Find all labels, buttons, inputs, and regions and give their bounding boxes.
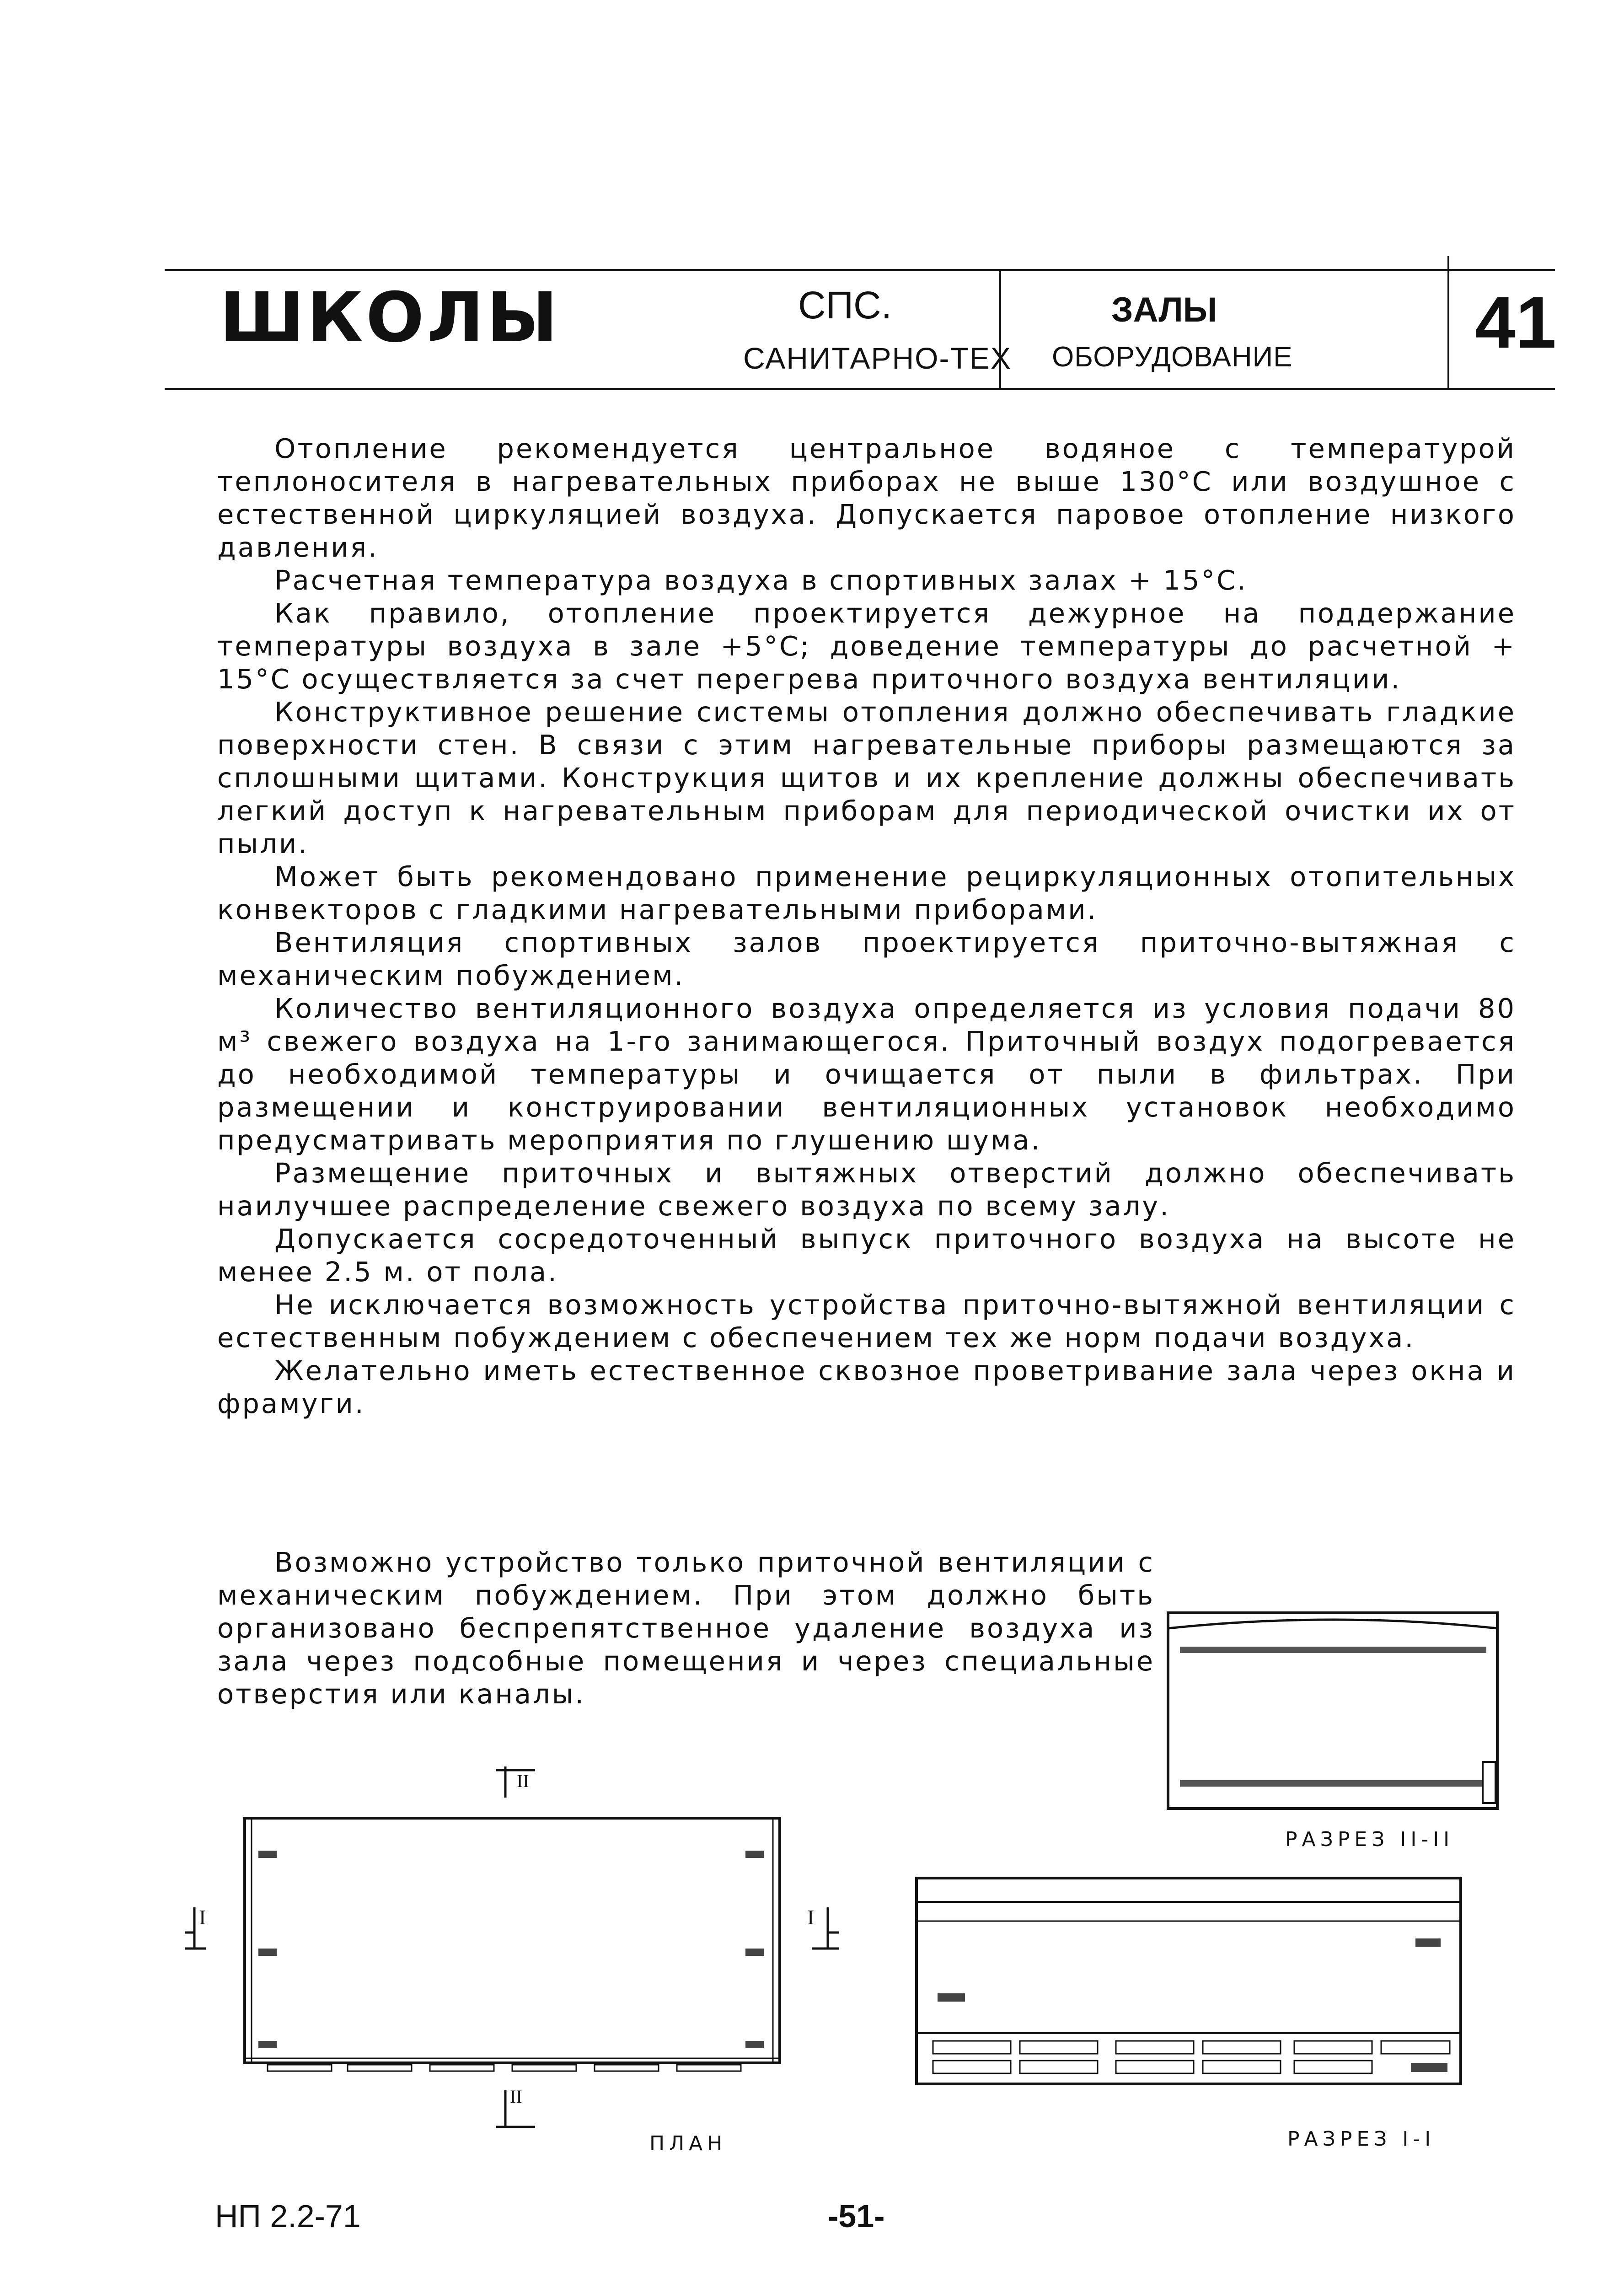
paragraph-design-temperature: Расчетная температура воздуха в спортивных залах + 15°С. (274, 564, 1248, 596)
header-page-number: 41 (1475, 281, 1556, 363)
footer-page-label: -51- (828, 2198, 885, 2234)
header-category-full: САНИТАРНО-ТЕХ (743, 341, 1012, 375)
paragraph-supply-only (217, 1546, 1155, 1711)
paragraph-heating: Отопление рекомендуется центральное водяное с температурой теплоносителя в нагревательных приборах не выше 130°С или воздушное с естественной циркуляцией воздуха. Допускается паровое отопление низкого давления. (217, 433, 1516, 563)
header-category-short: СПС. (798, 284, 892, 327)
marker-1-left: I (199, 1906, 206, 1929)
header-bottom-rule (165, 388, 1555, 390)
paragraph-supply-only-text: Возможно устройство только приточной вентиляции с механическим побуждением. При этом должно быть организовано беспрепятственное удаление воздуха из зала через подсобные помещения и через специальные отверстия или каналы. (217, 1546, 1155, 1710)
section-1-caption: РАЗРЕЗ I-I (1287, 2127, 1436, 2151)
marker-2-bottom: II (510, 2086, 522, 2107)
section-2-caption: РАЗРЕЗ II-II (1285, 1828, 1454, 1851)
paragraph-ventilation-type: Вентиляция спортивных залов проектируется приточно-вытяжная с механическим побуждением. (217, 927, 1516, 991)
header-section-title: ЗАЛЫ (1111, 290, 1217, 329)
marker-2-top: II (517, 1771, 529, 1791)
radiator-row (933, 2041, 1450, 2073)
paragraph-air-quantity: Количество вентиляционного воздуха определяется из условия подачи 80 м³ свежего воздуха на 1-го занимающегося. Приточный воздух подогревается до необходимой температуры и очищается от пыли в фильтрах. При размещении и конструировании вентиляционных установок необходимо предусматривать мероприятия по глушению шума. (217, 993, 1516, 1156)
body-text (217, 432, 1516, 1420)
section-1-drawing (915, 1875, 1463, 2090)
paragraph-convectors: Может быть рекомендовано применение рециркуляционных отопительных конвекторов с гладкими нагревательными приборами. (217, 861, 1516, 925)
plan-caption: ПЛАН (649, 2132, 727, 2155)
paragraph-openings: Размещение приточных и вытяжных отверстий должно обеспечивать наилучшее распределение свежего воздуха по всему залу. (217, 1157, 1516, 1222)
paragraph-heating-design: Конструктивное решение системы отопления должно обеспечивать гладкие поверхности стен. В связи с этим нагревательные приборы размещаются за сплошными щитами. Конструкция щитов и их крепление должны обеспечивать легкий доступ к нагревательным приборам для периодической очистки их от пыли. (217, 696, 1516, 859)
header-divider-2 (1447, 256, 1449, 390)
marker-1-right: I (807, 1906, 815, 1929)
paragraph-natural-ventilation: Не исключается возможность устройства приточно-вытяжной вентиляции с естественным побуждением с обеспечением тех же норм подачи воздуха. (217, 1289, 1516, 1353)
plan-drawing (174, 1761, 841, 2131)
header-top-rule (165, 269, 1555, 271)
header-title: ШКОЛЫ (220, 278, 561, 358)
header-section-subtitle: ОБОРУДОВАНИЕ (1052, 341, 1293, 373)
section-2-drawing (1166, 1610, 1500, 1811)
footer-doc-code: НП 2.2-71 (215, 2198, 361, 2234)
paragraph-concentrated-supply: Допускается сосредоточенный выпуск приточного воздуха на высоте не менее 2.5 м. от пола. (217, 1223, 1516, 1288)
paragraph-through-ventilation: Желательно иметь естественное сквозное проветривание зала через окна и фрамуги. (217, 1355, 1516, 1419)
paragraph-standby-heating: Как правило, отопление проектируется дежурное на поддержание температуры воздуха в зале +5°С; доведение температуры до расчетной + 15°С осуществляется за счет перегрева приточного воздуха вентиляции. (217, 597, 1516, 695)
